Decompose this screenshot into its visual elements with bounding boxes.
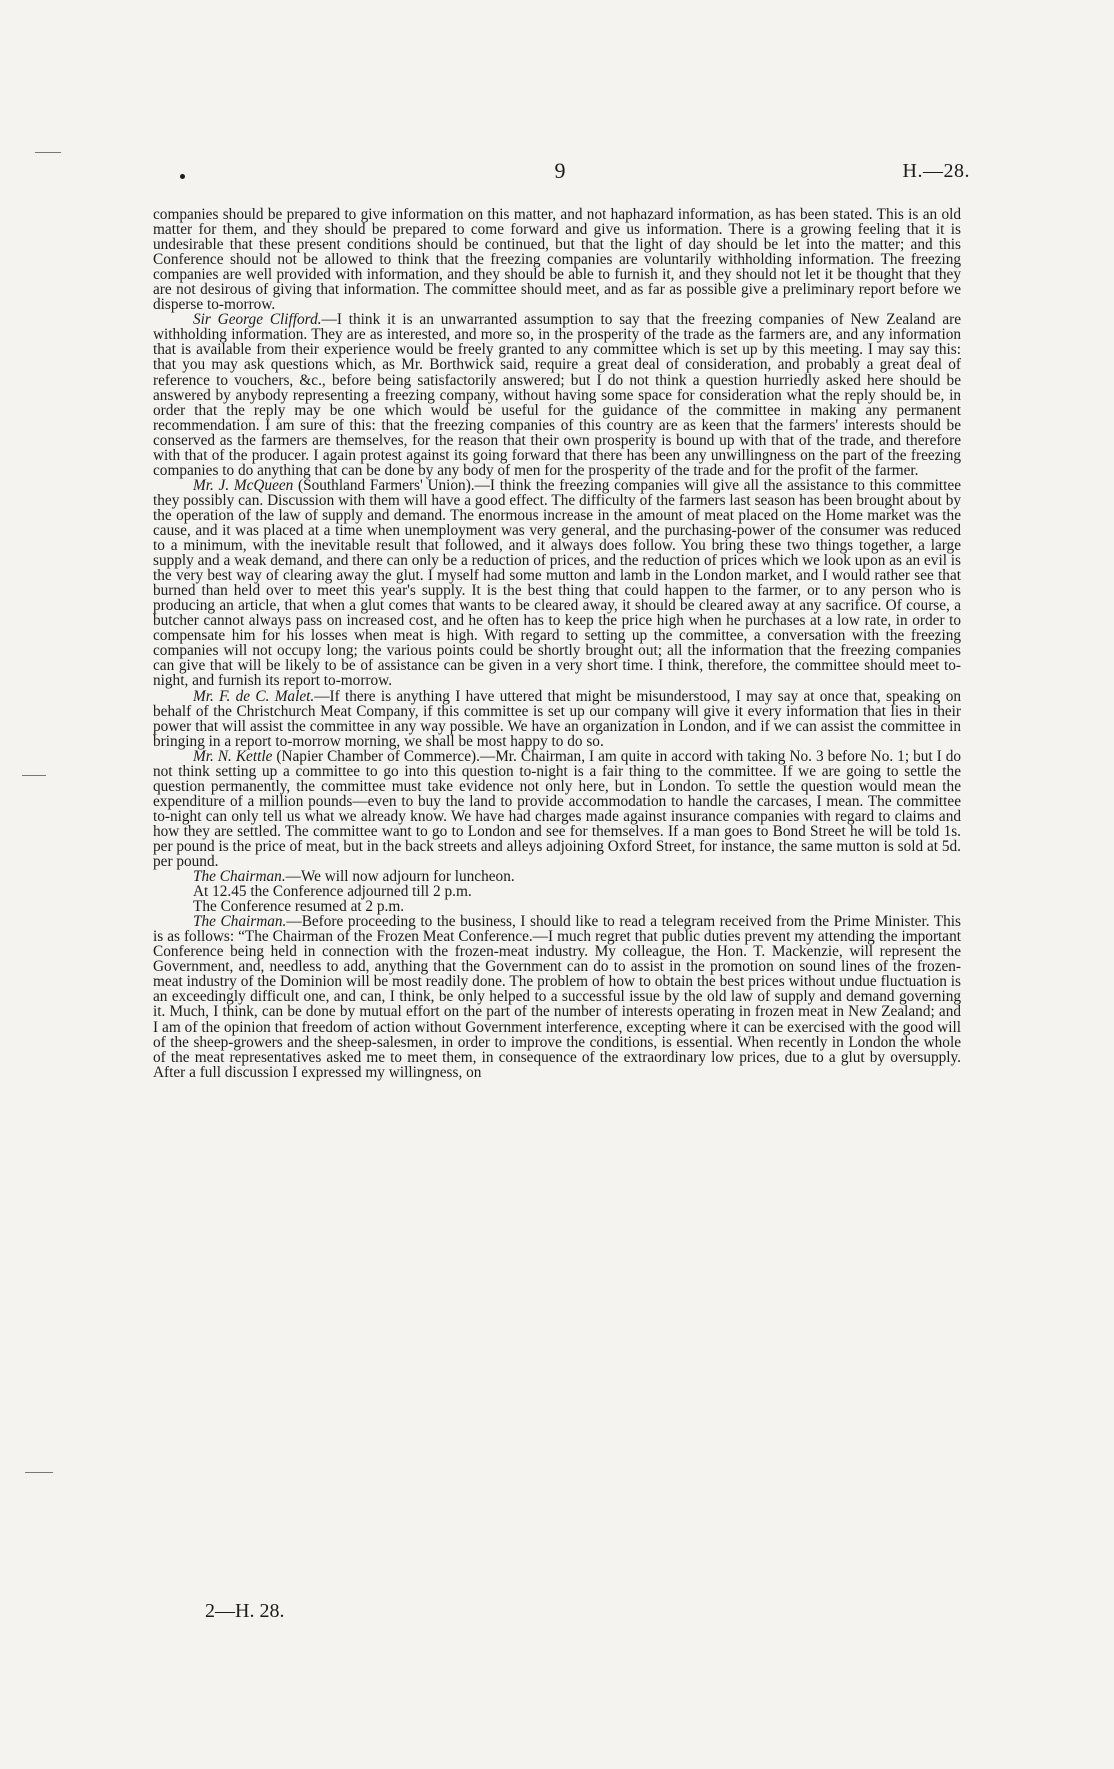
speaker-name: The Chairman.	[193, 868, 286, 886]
margin-mark	[35, 152, 61, 153]
paragraph	[153, 689, 961, 749]
speaker-name: Mr. N. Kettle	[193, 747, 273, 765]
speaker-name: The Chairman.	[193, 913, 287, 931]
paragraph	[153, 478, 961, 689]
paragraph-text: The Conference resumed at 2 p.m.	[193, 898, 405, 916]
document-reference: H.—28.	[902, 160, 970, 182]
paragraph-text: —I think it is an unwarranted assumption to say that the freezing companies of New Zealand are withholding information. They are as interested, and more so, in the prosperity of the trade as the farmers are, and any information that is available from their experience would be freely granted to any committee which is set up by this meeting. I may say this: that you may ask questions which, as Mr. Borthwick said, require a great deal of consideration, and probably a great deal of reference to vouchers, &c., before being satisfactorily answered; but I do not think a question hurriedly asked here should be answered by anybody representing a freezing company, without having some space for consideration what the reply should be, in order that the reply may be one which would be useful for the guidance of the committee in making any permanent recommendation. I am sure of this: that the freezing companies of this country are as keen that the farmers' interests should be conserved as the farmers are themselves, for the reason that their own prosperity is bound up with that of the trade, and therefore with that of the producer. I again protest against its going forward that there has been any unwillingness on the part of the freezing companies to do anything that can be done by any body of men for the prosperity of the trade and for the profit of the farmer.	[153, 311, 961, 479]
paragraph	[153, 312, 961, 478]
paragraph	[153, 869, 961, 884]
paragraph-text: (Southland Farmers' Union).—I think the freezing companies will give all the assistance to this committee they possibly can. Discussion with them will have a good effect. The difficulty of the farmers last season has been brought about by the operation of the law of supply and demand. The enormous increase in the amount of meat placed on the Home market was the cause, and it was placed at a time when unemployment was very general, and the purchasing-power of the consumer was reduced to a minimum, with the inevitable result that followed, and it always does follow. You bring these two things together, a large supply and a weak demand, and there can only be a reduction of prices, and the reduction of prices which we look upon as an evil is the very best way of clearing away the glut. I myself had some mutton and lamb in the London market, and I would rather see that burned than held over to meet this year's supply. It is the best thing that could happen to the farmer, or to any person who is producing an article, that when a glut comes that wants to be cleared away, it should be cleared away at any sacrifice. Of course, a butcher cannot always pass on increased cost, and he often has to keep the price high when he purchases at a low rate, in order to compensate him for his losses when meat is high. With regard to setting up the committee, a conversation with the freezing companies will not occupy long; the various points could be shortly brought out; all the information that the freezing companies can give that will be likely to be of assistance can be given in a very short time. I think, therefore, the committee should meet to-night, and furnish its report to-morrow.	[153, 476, 961, 690]
paragraph	[153, 207, 961, 312]
paragraph	[153, 884, 961, 899]
footer-signature: 2—H. 28.	[205, 1600, 285, 1622]
paragraph-text: —Before proceeding to the business, I should like to read a telegram received from the Prime Minister. This is as follows: “The Chairman of the Frozen Meat Conference.—I much regret that public duties prevent my attending the important Conference being held in connection with the frozen-meat industry. My colleague, the Hon. T. Mackenzie, will represent the Government, and, needless to add, anything that the Government can do to assist in the promotion on sound lines of the frozen-meat industry of the Dominion will be most readily done. The problem of how to obtain the best prices without undue fluctuation is an exceedingly difficult one, and can, I think, be only helped to a successful issue by the old law of supply and demand governing it. Much, I think, can be done by mutual effort on the part of the number of interests operating in frozen meat in New Zealand; and I am of the opinion that freedom of action without Government interference, excepting where it can be exercised with the good will of the sheep-growers and the sheep-salesmen, in order to improve the conditions, is essential. When recently in London the whole of the meat representatives asked me to meet them, in consequence of the extraordinary low prices, due to a glut by oversupply. After a full discussion I expressed my willingness, on	[153, 913, 962, 1081]
paragraph-text: —We will now adjourn for luncheon.	[285, 868, 515, 886]
paragraph-text: —If there is anything I have uttered that might be misunderstood, I may say at once that, speaking on behalf of the Christchurch Meat Company, if this committee is set up our company will give it every information that lies in their power that will assist the committee in any way possible. We have an organization in London, and if we can assist the committee in bringing in a report to-morrow morning, we shall be most happy to do so.	[153, 687, 961, 750]
paragraph-text: companies should be prepared to give information on this matter, and not haphazard information, as has been stated. This is an old matter for them, and they should be prepared to come forward and give us information. There is a growing feeling that it is undesirable that these present conditions should be continued, but that the light of day should be let into the matter; and this Conference should not be allowed to think that the freezing companies are voluntarily withholding information. The freezing companies are well provided with information, and they should be able to furnish it, and they should not let it be thought that they are not desirous of giving that information. The committee should meet, and as far as possible give a preliminary report before we disperse to-morrow.	[153, 206, 961, 314]
margin-mark	[22, 775, 46, 776]
paragraph-text: (Napier Chamber of Commerce).—Mr. Chairman, I am quite in accord with taking No. 3 before No. 1; but I do not think setting up a committee to go into this question to-night is a fair thing to the committee. If we are going to settle the question permanently, the committee must take evidence not only here, but in London. To settle the question would mean the expenditure of a million pounds—even to buy the land to provide accommodation to handle the carcases, I mean. The committee to-night can only tell us what we already know. We have had charges made against insurance companies with regard to claims and how they are settled. The committee want to go to London and see for themselves. If a man goes to Bond Street he will be told 1s. per pound is the price of meat, but in the back streets and alleys adjoining Oxford Street, for instance, the same mutton is sold at 5d. per pound.	[153, 747, 961, 871]
speaker-name: Sir George Clifford.	[193, 311, 322, 329]
paragraph-text: At 12.45 the Conference adjourned till 2 p.m.	[193, 883, 472, 901]
paragraph	[153, 749, 961, 869]
page-header	[150, 158, 970, 194]
speaker-name: Mr. F. de C. Malet.	[193, 687, 315, 705]
body-text	[153, 207, 961, 1080]
page-number: 9	[554, 158, 566, 183]
speaker-name: Mr. J. McQueen	[193, 476, 294, 494]
paragraph	[153, 899, 961, 914]
margin-mark	[25, 1472, 53, 1473]
paragraph	[153, 914, 961, 1080]
